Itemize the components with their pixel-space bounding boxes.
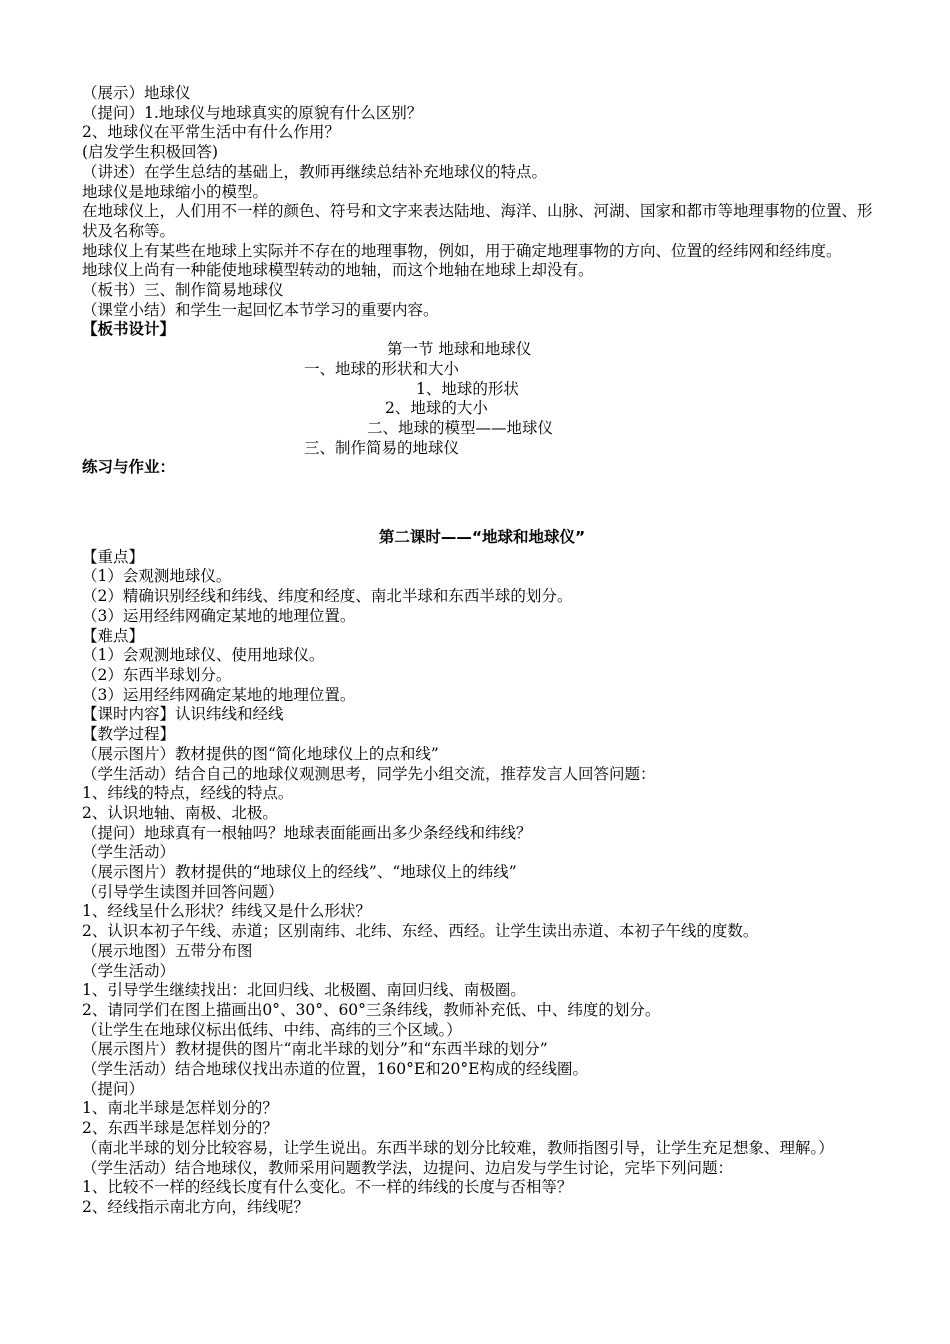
text-paragraph: 在地球仪上，人们用不一样的颜色、符号和文字来表达陆地、海洋、山脉、河湖、国家和都市等地理事物的位置、形状及名称等。 xyxy=(82,202,873,240)
spacer xyxy=(82,478,882,528)
text-line: （3）运用经纬网确定某地的地理位置。 xyxy=(82,685,356,704)
text-paragraph: （南北半球的划分比较容易，让学生说出。东西半球的划分比较难，教师指图引导，让学生充足想象、理解。） xyxy=(82,1138,834,1157)
section-2 xyxy=(82,528,882,1218)
text-line: （学生活动）结合自己的地球仪观测思考，同学先小组交流，推荐发言人回答问题： xyxy=(82,764,656,783)
text-line: 2、地球仪在平常生活中有什么作用？ xyxy=(82,123,340,142)
text-line: （学生活动） xyxy=(82,961,176,980)
text-line: 2、认识地轴、南极、北极。 xyxy=(82,803,278,822)
text-line: (启发学生积极回答) xyxy=(82,143,219,162)
text-line: 1、纬线的特点，经线的特点。 xyxy=(82,784,294,803)
text-line: 地球仪上尚有一种能使地球模型转动的地轴，而这个地轴在地球上却没有。 xyxy=(82,261,594,280)
board-item: 三、制作简易的地球仪 xyxy=(304,438,460,457)
text-line: 1、经线呈什么形状？纬线又是什么形状？ xyxy=(82,902,371,921)
section-title: 第二课时——“地球和地球仪” xyxy=(378,528,586,547)
text-line: （讲述）在学生总结的基础上，教师再继续总结补充地球仪的特点。 xyxy=(82,162,548,181)
text-line: （提问）1.地球仪与地球真实的原貌有什么区别？ xyxy=(82,103,423,122)
section-1 xyxy=(82,84,882,478)
board-design xyxy=(82,340,882,458)
text-line: （课堂小结）和学生一起回忆本节学习的重要内容。 xyxy=(82,300,439,319)
text-paragraph: 地球仪上有某些在地球上实际并不存在的地理事物，例如，用于确定地理事物的方向、位置的经纬网和经纬度。 xyxy=(82,241,842,260)
text-line: （提问）地球真有一根轴吗？地球表面能画出多少条经线和纬线？ xyxy=(82,823,532,842)
board-item: 一、地球的形状和大小 xyxy=(304,359,460,378)
text-line: （3）运用经纬网确定某地的地理位置。 xyxy=(82,606,356,625)
board-title: 第一节 地球和地球仪 xyxy=(387,340,532,359)
text-line: 【难点】 xyxy=(82,626,145,645)
text-paragraph: 2、认识本初子午线、赤道；区别南纬、北纬、东经、西经。让学生读出赤道、本初子午线的度数。 xyxy=(82,922,759,941)
text-line: （提问） xyxy=(82,1079,145,1098)
board-subitem: 2、地球的大小 xyxy=(385,399,488,418)
text-line: 2、请同学们在图上描画出0°、30°、60°三条纬线，教师补充低、中、纬度的划分。 xyxy=(82,1000,661,1019)
text-line: （板书）三、制作简易地球仪 xyxy=(82,281,284,300)
text-line: 地球仪是地球缩小的模型。 xyxy=(82,182,269,201)
text-line: （2）东西半球划分。 xyxy=(82,665,232,684)
text-line: 2、东西半球是怎样划分的？ xyxy=(82,1119,278,1138)
board-design-heading: 【板书设计】 xyxy=(82,320,176,339)
text-line: （展示地图）五带分布图 xyxy=(82,941,253,960)
text-line: （学生活动）结合地球仪找出赤道的位置，160°E和20°E构成的经线圈。 xyxy=(82,1060,588,1079)
text-line: （学生活动） xyxy=(82,843,176,862)
text-line: 【教学过程】 xyxy=(82,725,176,744)
text-line: （1）会观测地球仪、使用地球仪。 xyxy=(82,646,325,665)
text-line: 1、南北半球是怎样划分的？ xyxy=(82,1099,278,1118)
text-line: （引导学生读图并回答问题） xyxy=(82,882,284,901)
exercise-heading: 练习与作业： xyxy=(82,458,176,477)
text-line: （学生活动）结合地球仪，教师采用问题教学法，边提问、边启发与学生讨论，完毕下列问题： xyxy=(82,1158,734,1177)
document-page xyxy=(82,84,882,1218)
text-line: （让学生在地球仪标出低纬、中纬、高纬的三个区域。） xyxy=(82,1020,462,1039)
text-line: 【课时内容】认识纬线和经线 xyxy=(82,705,284,724)
board-item: 二、地球的模型——地球仪 xyxy=(367,418,554,437)
text-line: （展示）地球仪 xyxy=(82,84,191,102)
board-subitem: 1、地球的形状 xyxy=(416,379,519,398)
text-line: （展示图片）教材提供的图“简化地球仪上的点和线” xyxy=(82,744,439,763)
text-line: （1）会观测地球仪。 xyxy=(82,567,232,586)
text-line: 2、经线指示南北方向，纬线呢？ xyxy=(82,1197,309,1216)
text-line: 1、引导学生继续找出：北回归线、北极圈、南回归线、南极圈。 xyxy=(82,981,526,1000)
text-line: （2）精确识别经线和纬线、纬度和经度、南北半球和东西半球的划分。 xyxy=(82,587,573,606)
text-line: 1、比较不一样的经线长度有什么变化。不一样的纬线的长度与否相等？ xyxy=(82,1178,573,1197)
text-line: （展示图片）教材提供的“地球仪上的经线”、“地球仪上的纬线” xyxy=(82,863,517,882)
text-line: 【重点】 xyxy=(82,547,145,566)
text-line: （展示图片）教材提供的图片“南北半球的划分”和“东西半球的划分” xyxy=(82,1040,548,1059)
